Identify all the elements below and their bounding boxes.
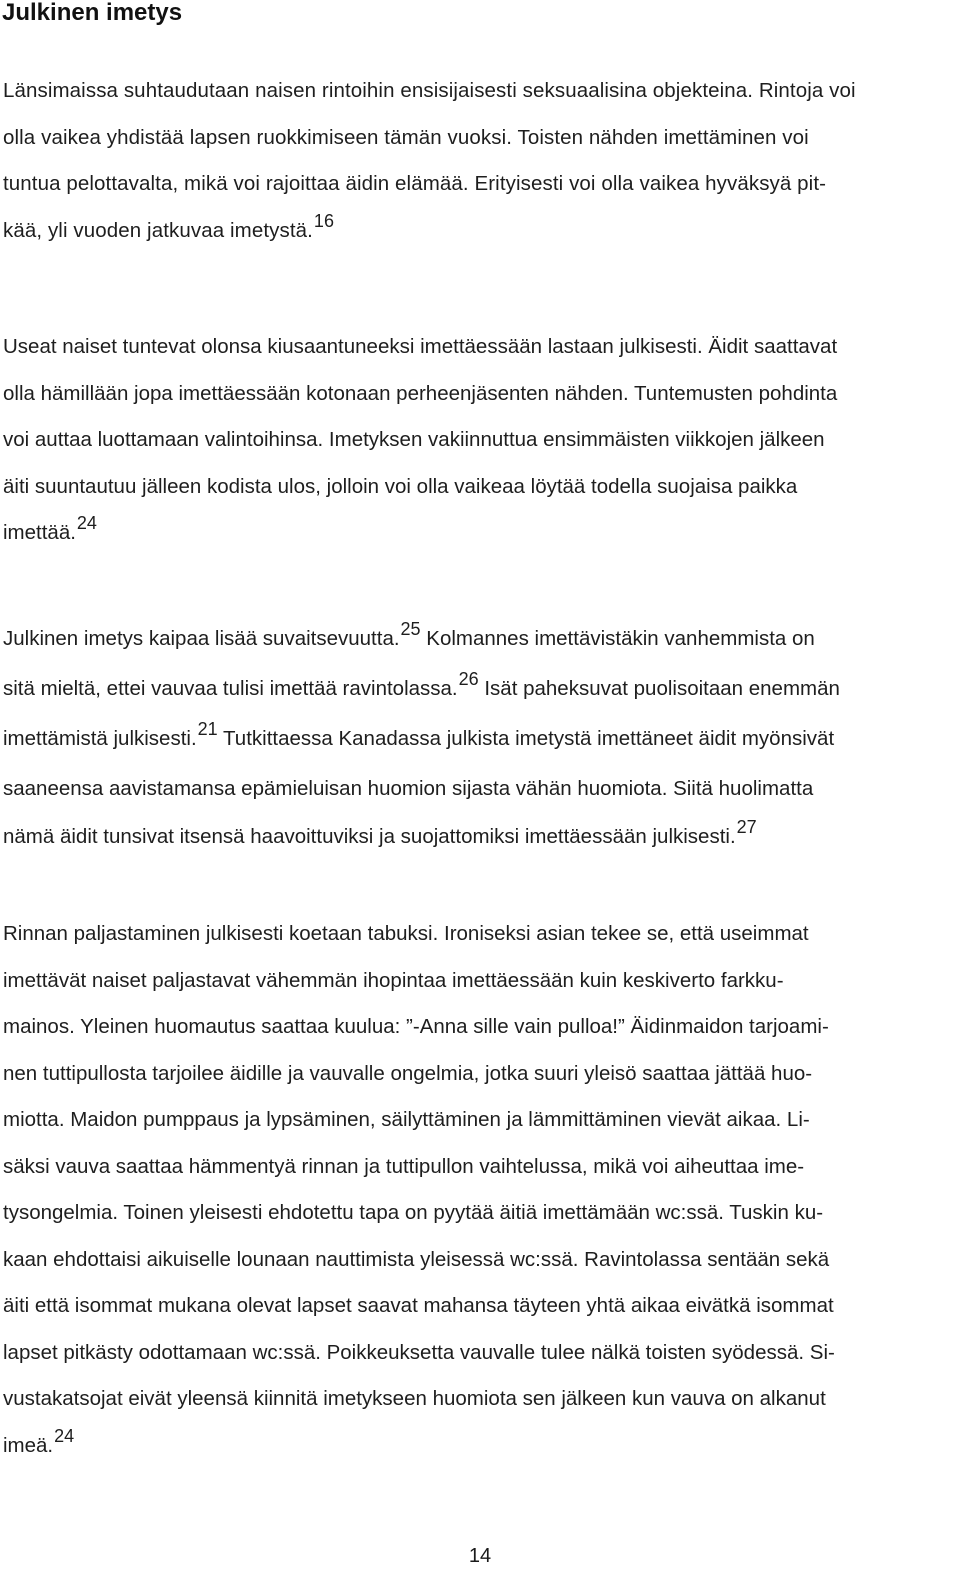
text-line: äiti että isommat mukana olevat lapset saavat mahansa täyteen yhtä aikaa eivätkä isommat [3, 1294, 834, 1317]
text-segment: nämä äidit tunsivat itsensä haavoittuviksi ja suojattomiksi imettäessään julkisesti. [3, 825, 736, 848]
page-title: Julkinen imetys [2, 0, 183, 26]
footnote-reference: 27 [736, 817, 757, 837]
text-line: vustakatsojat eivät yleensä kiinnitä imetykseen huomiota sen jälkeen kun vauva on alkanut [3, 1387, 826, 1410]
text-segment: kää, yli vuoden jatkuvaa imetystä. [3, 218, 313, 242]
text-line: olla vaikea yhdistää lapsen ruokkimiseen tämän vuoksi. Toisten nähden imettäminen voi [3, 125, 809, 149]
text-segment: imeä. [3, 1433, 54, 1457]
text-line: saaneensa aavistamansa epämieluisan huomion sijasta vähän huomiota. Siitä huolimatta [3, 777, 814, 800]
text-line [3, 714, 958, 764]
text-line [3, 812, 958, 862]
text-line [3, 614, 958, 664]
text-segment: imettämistä julkisesti. [3, 727, 197, 750]
text-line: nen tuttipullosta tarjoilee äidille ja vauvalle ongelmia, jotka suuri yleisö saattaa jättää huo- [3, 1061, 813, 1085]
text-line [3, 208, 958, 255]
footnote-reference: 26 [458, 669, 479, 689]
text-line: säksi vauva saattaa hämmentyä rinnan ja tuttipullon vaihtelussa, mikä voi aiheuttaa ime- [3, 1154, 805, 1178]
text-line [3, 1423, 958, 1470]
text-line: Länsimaissa suhtaudutaan naisen rintoihin ensisijaisesti seksuaalisina objekteina. Rintoja voi [3, 79, 856, 102]
text-line: tuntua pelottavalta, mikä voi rajoittaa äidin elämää. Erityisesti voi olla vaikea hyväksyä pit- [3, 172, 827, 195]
paragraph-4 [3, 911, 958, 1469]
text-line: imettävät naiset paljastavat vähemmän ihopintaa imettäessään kuin keskiverto farkku- [3, 968, 784, 992]
text-line: tysongelmia. Toinen yleisesti ehdotettu tapa on pyytää äitiä imettämään wc:ssä. Tuskin ku- [3, 1201, 824, 1224]
footnote-reference: 25 [400, 619, 421, 639]
text-line: miotta. Maidon pumppaus ja lypsäminen, säilyttäminen ja lämmittäminen vievät aikaa. Li- [3, 1108, 810, 1131]
paragraph-2 [3, 324, 958, 557]
footnote-reference: 21 [197, 719, 218, 739]
text-line: lapset pitkästy odottamaan wc:ssä. Poikkeuksetta vauvalle tulee nälkä toisten syödessä. Si- [3, 1340, 835, 1364]
page-number: 14 [468, 1545, 492, 1567]
footnote-reference: 24 [76, 513, 97, 533]
text-line: Useat naiset tuntevat olonsa kiusaantuneeksi imettäessään lastaan julkisesti. Äidit saattavat [3, 335, 838, 358]
text-segment: Isät paheksuvat puolisoitaan enemmän [478, 677, 840, 700]
text-segment: imettää. [3, 521, 76, 544]
text-line: mainos. Yleinen huomautus saattaa kuulua: ”-Anna sille vain pulloa!” Äidinmaidon tarjoami- [3, 1015, 829, 1038]
text-segment: Tutkittaessa Kanadassa julkista imetystä imettäneet äidit myönsivät [217, 727, 835, 750]
footnote-reference: 16 [313, 210, 335, 231]
paragraph-1 [3, 68, 958, 254]
text-line: Rinnan paljastaminen julkisesti koetaan tabuksi. Ironiseksi asian tekee se, että useimmat [3, 922, 809, 945]
text-segment: Kolmannes imettävistäkin vanhemmista on [420, 627, 815, 650]
text-line: kaan ehdottaisi aikuiselle lounaan nauttimista yleisessä wc:ssä. Ravintolassa sentään sekä [3, 1247, 830, 1271]
text-line [3, 510, 958, 557]
text-segment: sitä mieltä, ettei vauvaa tulisi imettää ravintolassa. [3, 677, 458, 700]
text-line: voi auttaa luottamaan valintoihinsa. Imetyksen vakiinnuttua ensimmäisten viikkojen jälkeen [3, 428, 825, 451]
text-line: äiti suuntautuu jälleen kodista ulos, jolloin voi olla vaikeaa löytää todella suojaisa paikka [3, 474, 798, 498]
text-line: olla hämillään jopa imettäessään kotonaan perheenjäsenten nähden. Tuntemusten pohdinta [3, 381, 838, 405]
text-segment: Julkinen imetys kaipaa lisää suvaitsevuutta. [3, 627, 400, 650]
footnote-reference: 24 [54, 1425, 75, 1446]
text-line [3, 664, 958, 714]
paragraph-3 [3, 614, 958, 862]
